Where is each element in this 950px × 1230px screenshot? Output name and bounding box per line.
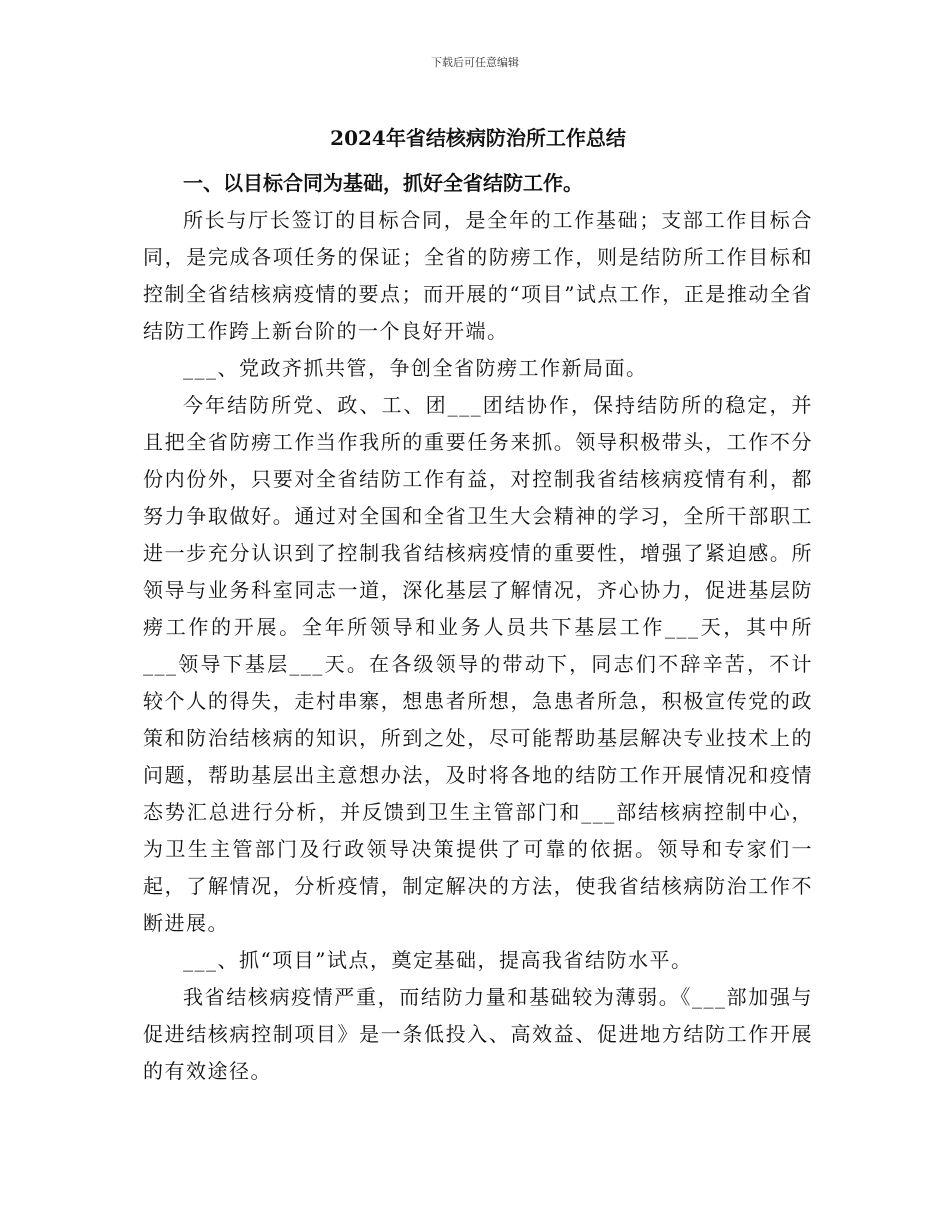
document-body: [143, 122, 813, 1090]
section-2-heading: ___、党政齐抓共管，争创全省防痨工作新局面。: [183, 356, 648, 380]
section-3-paragraph: 我省结核病疫情严重，而结防力量和基础较为薄弱。《___部加强与促进结核病控制项目》是一条低投入、高效益、促进地方结防工作开展的有效途径。: [143, 985, 813, 1083]
section-1-heading: 一、以目标合同为基础，抓好全省结防工作。: [183, 171, 583, 195]
document-title: 2024年省结核病防治所工作总结: [330, 126, 626, 150]
section-3-heading: ___、抓“项目”试点，奠定基础，提高我省结防水平。: [183, 948, 693, 972]
section-2-paragraph: 今年结防所党、政、工、团___团结协作，保持结防所的稳定，并且把全省防痨工作当作我所的重要任务来抓。领导积极带头，工作不分份内份外，只要对全省结防工作有益，对控制我省结核病疫情有利，都努力争取做好。通过对全国和全省卫生大会精神的学习，全所干部职工进一步充分认识到了控制我省结核病疫情的重要性，增强了紧迫感。所领导与业务科室同志一道，深化基层了解情况，齐心协力，促进基层防痨工作的开展。全年所领导和业务人员共下基层工作___天，其中所___领导下基层___天。在各级领导的带动下，同志们不辞辛苦，不计较个人的得失，走村串寨，想患者所想，急患者所急，积极宣传党的政策和防治结核病的知识，所到之处，尽可能帮助基层解决专业技术上的问题，帮助基层出主意想办法，及时将各地的结防工作开展情况和疫情态势汇总进行分析，并反馈到卫生主管部门和___部结核病控制中心，为卫生主管部门及行政领导决策提供了可靠的依据。领导和专家们一起，了解情况，分析疫情，制定解决的方法，使我省结核病防治工作不断进展。: [143, 393, 813, 935]
header-note: 下载后可任意编辑: [431, 56, 519, 69]
section-1-paragraph: 所长与厅长签订的目标合同，是全年的工作基础；支部工作目标合同，是完成各项任务的保证；全省的防痨工作，则是结防所工作目标和控制全省结核病疫情的要点；而开展的“项目”试点工作，正是推动全省结防工作跨上新台阶的一个良好开端。: [143, 208, 813, 343]
